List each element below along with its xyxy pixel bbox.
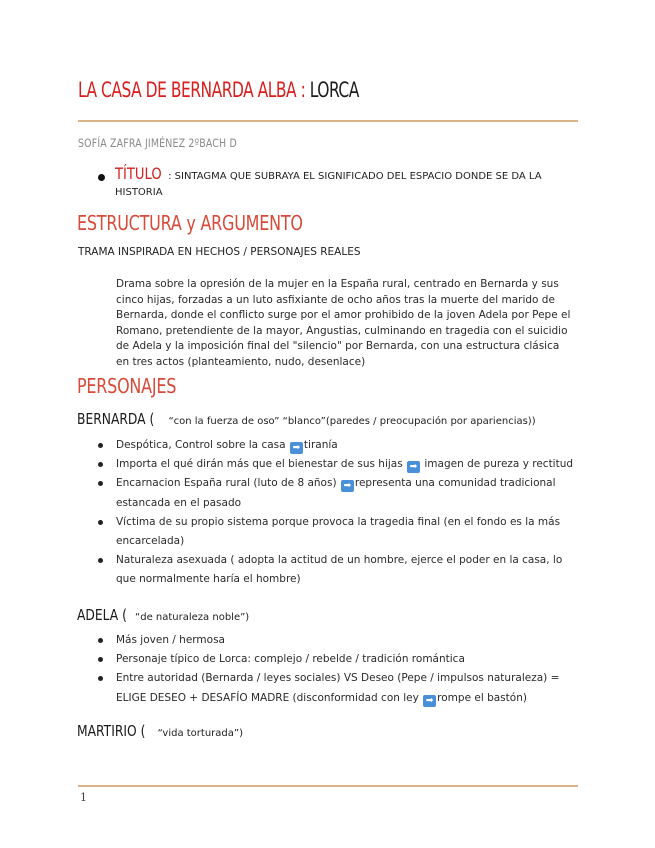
titulo-keyword: TÍTULO — [115, 164, 162, 183]
arrow-right-icon: ➡ — [423, 695, 436, 707]
arrow-right-icon: ➡ — [290, 442, 303, 454]
character-heading-bernarda — [77, 410, 536, 428]
list-item: Encarnacion España rural (luto de 8 años) ➡ representa una comunidad tradicional estancada en el pasado — [96, 474, 576, 512]
list-item: Más joven / hermosa — [96, 631, 576, 650]
footer-rule — [78, 785, 578, 787]
author-line: SOFÍA ZAFRA JIMÉNEZ 2ºBACH D — [78, 136, 237, 150]
page-number: 1 — [80, 791, 87, 804]
titulo-bullet — [98, 166, 568, 201]
arrow-right-icon: ➡ — [341, 480, 354, 492]
section-heading-personajes: PERSONAJES — [77, 374, 177, 398]
bernarda-list — [96, 436, 576, 590]
character-name: BERNARDA ( — [77, 410, 155, 428]
list-item: Entre autoridad (Bernarda / leyes sociales) VS Deseo (Pepe / impulsos naturaleza) = ELIGE DESEO + DESAFÍO MADRE (disconformidad con ley ➡ rompe el bastón) — [96, 669, 576, 707]
trama-line: TRAMA INSPIRADA EN HECHOS / PERSONAJES REALES — [78, 246, 361, 258]
argument-paragraph: Drama sobre la opresión de la mujer en la España rural, centrado en Bernarda y sus cinco hijas, forzadas a un luto asfixiante de ocho años tras la muerte del marido de Bernarda, donde el conflicto surge por el amor prohibido de la joven Adela por Pepe el Romano, pretendiente de la mayor, Angustias, culminando en tragedia con el suicidio de Adela y la imposición final del "silencio" por Bernarda, con una estructura clásica en tres actos (planteamiento, nudo, desenlace) — [116, 278, 571, 368]
title-main: LA CASA DE BERNARDA ALBA : — [78, 78, 310, 102]
section-heading-estructura: ESTRUCTURA y ARGUMENTO — [77, 211, 303, 235]
adela-list — [96, 631, 576, 708]
character-name: ADELA ( — [77, 606, 127, 624]
list-item: Despótica, Control sobre la casa ➡ tiranía — [96, 436, 576, 455]
bullet-dot-icon — [98, 174, 105, 181]
list-item: Importa el qué dirán más que el bienestar de sus hijas ➡ imagen de pureza y rectitud — [96, 455, 576, 474]
character-heading-martirio — [77, 722, 243, 740]
character-desc: “de naturaleza noble”) — [131, 612, 250, 623]
titulo-text: : SINTAGMA QUE SUBRAYA EL SIGNIFICADO DEL ESPACIO DONDE SE DA LA HISTORIA — [115, 171, 542, 198]
character-desc: “con la fuerza de oso” “blanco”(paredes / preocupación por apariencias)) — [165, 416, 536, 427]
character-name: MARTIRIO ( — [77, 722, 146, 740]
document-title — [78, 78, 359, 102]
character-heading-adela — [77, 606, 249, 624]
list-item: Víctima de su propio sistema porque provoca la tragedia final (en el fondo es la más encarcelada) — [96, 513, 576, 551]
header-rule — [78, 120, 578, 122]
character-desc: “vida torturada”) — [154, 728, 243, 739]
list-item: Naturaleza asexuada ( adopta la actitud de un hombre, ejerce el poder en la casa, lo que normalmente haría el hombre) — [96, 551, 576, 589]
list-item: Personaje típico de Lorca: complejo / rebelde / tradición romántica — [96, 650, 576, 669]
title-author: LORCA — [309, 78, 359, 102]
arrow-right-icon: ➡ — [407, 461, 420, 473]
